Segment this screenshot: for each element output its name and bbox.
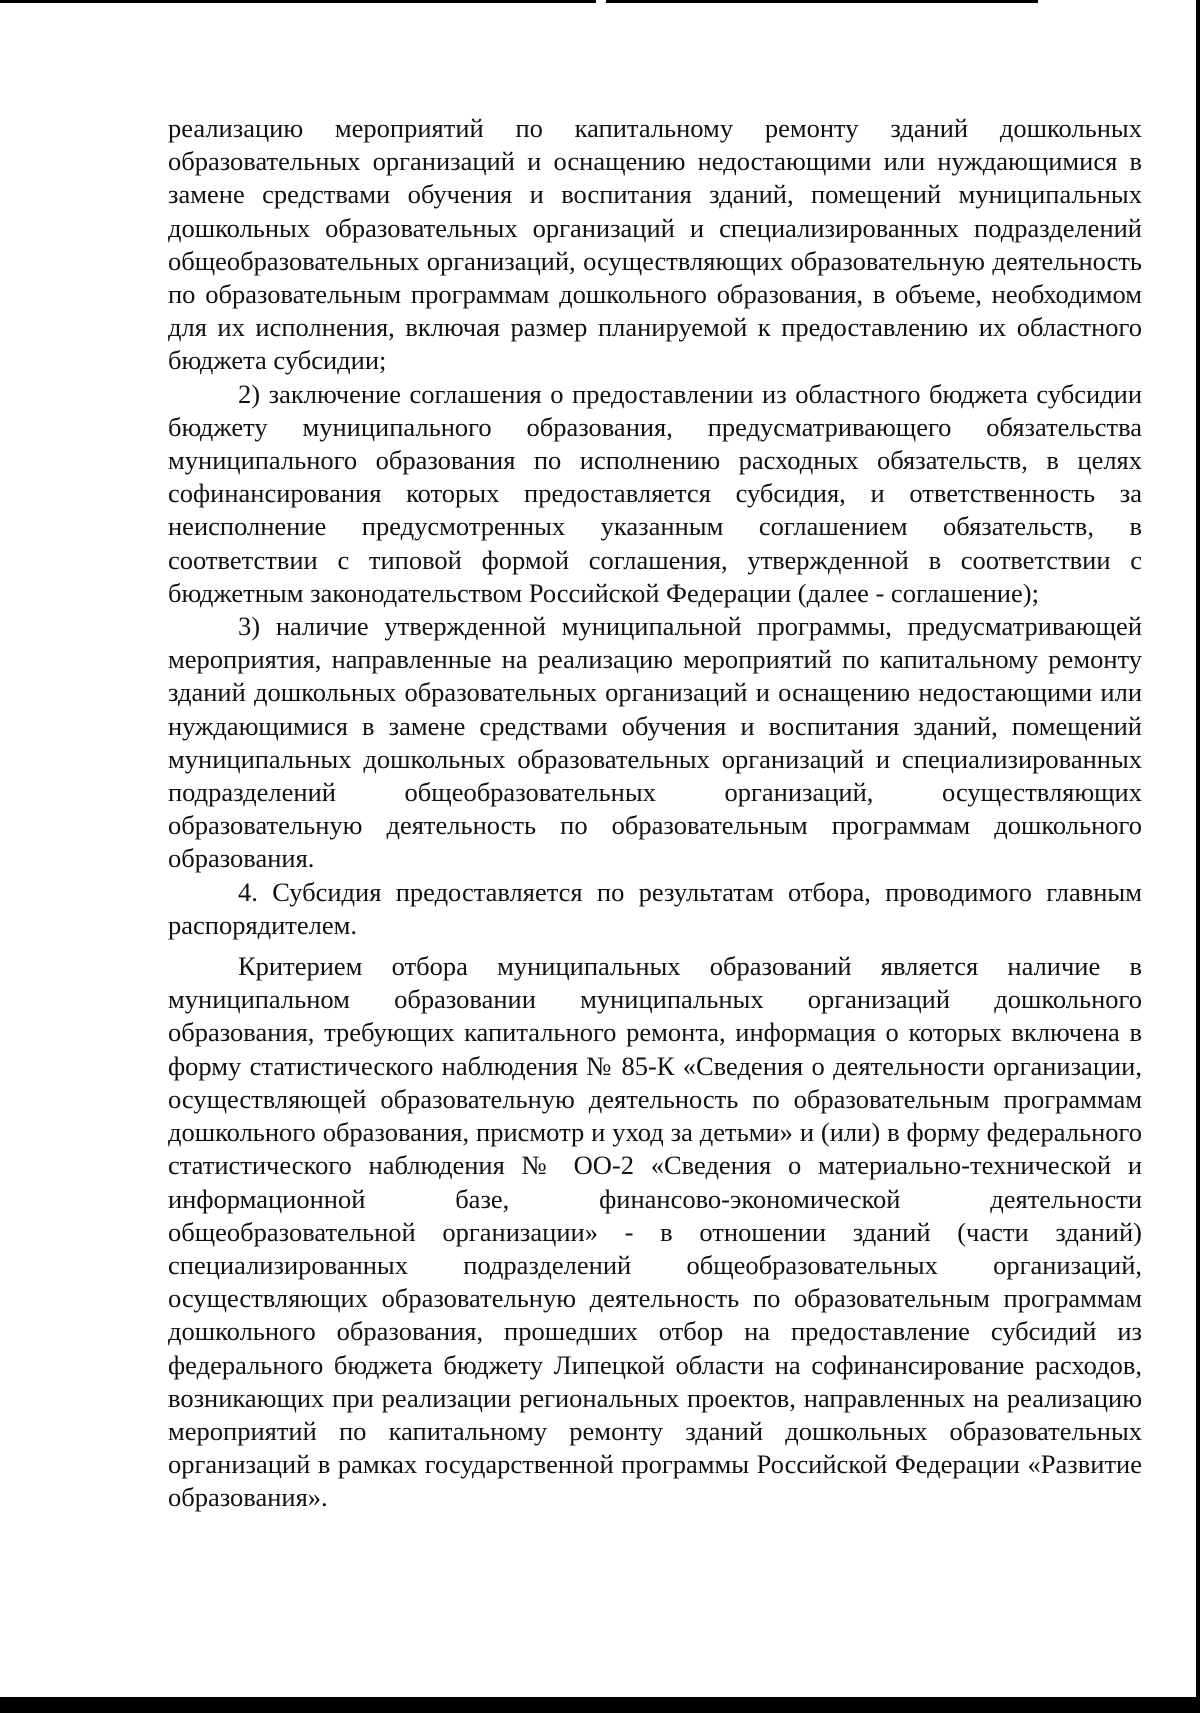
scan-edge-top-left: [0, 0, 596, 3]
paragraph-selection-criterion: Критерием отбора муниципальных образований является наличие в муниципальном образовании муниципальных организаций дошкольного образования, требующих капитального ремонта, информация о которых включена в форму статистического наблюдения № 85-К «Сведения о деятельности организации, осуществляющей образовательную деятельность по образовательным программам дошкольного образования, присмотр и уход за детьми» и (или) в форму федерального статистического наблюдения № ОО-2 «Сведения о материально-технической и информационной базе, финансово-экономической деятельности общеобразовательной организации» - в отношении зданий (части зданий) специализированных подразделений общеобразовательных организаций, осуществляющих образовательную деятельность по образовательным программам дошкольного образования, прошедших отбор на предоставление субсидий из федерального бюджета бюджету Липецкой области на софинансирование расходов, возникающих при реализации региональных проектов, направленных на реализацию мероприятий по капитальному ремонту зданий дошкольных образовательных организаций в рамках государственной программы Российской Федерации «Развитие образования».: [168, 951, 1142, 1513]
paragraph-item-3: 3) наличие утвержденной муниципальной программы, предусматривающей мероприятия, направленные на реализацию мероприятий по капитальному ремонту зданий дошкольных образовательных организаций и оснащению недостающими или нуждающимися в замене средствами обучения и воспитания зданий, помещений муниципальных дошкольных образовательных организаций и специализированных подразделений общеобразовательных организаций, осуществляющих образовательную деятельность по образовательным программам дошкольного образования.: [168, 611, 1142, 874]
scan-edge-top-right: [606, 0, 1038, 3]
paragraph-continuation: реализацию мероприятий по капитальному ремонту зданий дошкольных образовательных организаций и оснащению недостающими или нуждающимися в замене средствами обучения и воспитания зданий, помещений муниципальных дошкольных образовательных организаций и специализированных подразделений общеобразовательных организаций, осуществляющих образовательную деятельность по образовательным программам дошкольного образования, в объеме, необходимом для их исполнения, включая размер планируемой к предоставлению их областного бюджета субсидии;: [168, 113, 1142, 376]
document-body: [168, 112, 1142, 1515]
scan-edge-right: [1196, 0, 1200, 1713]
paragraph-clause-4: 4. Субсидия предоставляется по результатам отбора, проводимого главным распорядителем.: [168, 876, 1142, 940]
paragraph-item-2: 2) заключение соглашения о предоставлении из областного бюджета субсидии бюджету муниципального образования, предусматривающего обязательства муниципального образования по исполнению расходных обязательств, в целях софинансирования которых предоставляется субсидия, и ответственность за неисполнение предусмотренных указанным соглашением обязательств, в соответствии с типовой формой соглашения, утвержденной в соответствии с бюджетным законодательством Российской Федерации (далее - соглашение);: [168, 378, 1142, 608]
scan-edge-bottom: [0, 1697, 1200, 1713]
